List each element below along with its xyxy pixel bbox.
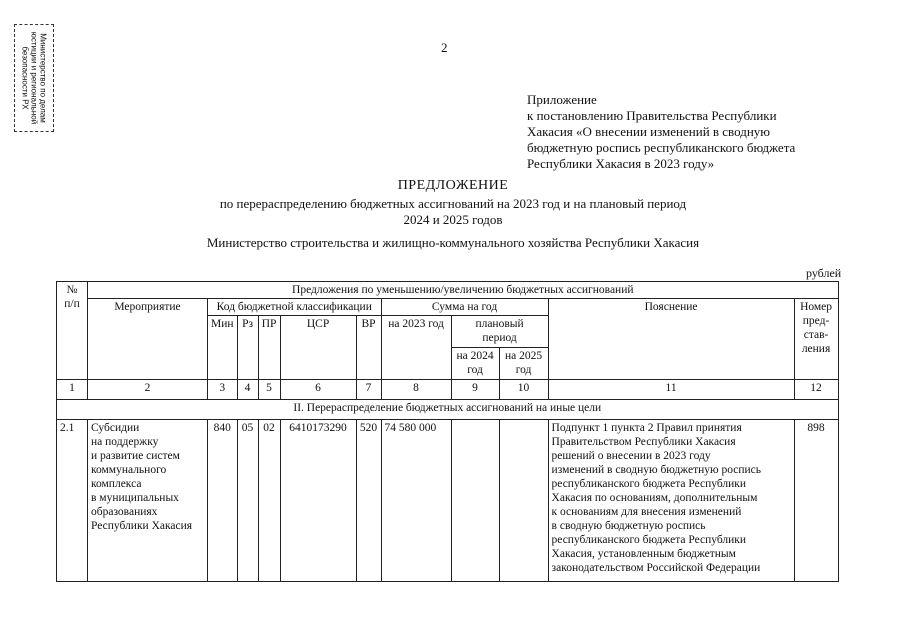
header-planned-line: плановый [475, 318, 524, 330]
appendix-line: Республики Хакасия в 2023 году» [527, 156, 715, 171]
row-explanation-line: законодательством Российской Федерации [551, 562, 761, 574]
column-number: 11 [548, 380, 794, 400]
row-rz: 05 [237, 420, 258, 582]
appendix-line: Приложение [527, 92, 597, 107]
table-row [57, 420, 839, 582]
row-explanation-line: изменений в сводную бюджетную роспись [551, 464, 762, 476]
row-explanation-line: к основаниям для внесения изменений [551, 506, 742, 518]
row-item-line: коммунального [91, 464, 167, 476]
header-min: Мин [208, 316, 238, 380]
column-number: 2 [88, 380, 208, 400]
header-y2024-line: на 2024 [456, 350, 494, 362]
header-csr: ЦСР [280, 316, 356, 380]
header-rep-line: став- [803, 329, 829, 341]
column-number: 7 [356, 380, 381, 400]
column-number: 1 [57, 380, 88, 400]
row-explanation-line: республиканского бюджета Республики [551, 478, 747, 490]
header-y2024-line: год [467, 364, 483, 376]
header-proposals: Предложения по уменьшению/увеличению бюджетных ассигнований [88, 282, 839, 299]
appendix-line: к постановлению Правительства Республики [527, 108, 777, 123]
row-explanation-line: Хакасия, установленным бюджетным [551, 548, 736, 560]
row-rep-no: 898 [794, 420, 838, 582]
row-item-line: Республики Хакасия [91, 520, 193, 532]
column-number: 6 [280, 380, 356, 400]
header-rep-line: ления [801, 343, 831, 355]
header-num [57, 282, 88, 380]
units-label: рублей [806, 266, 842, 280]
column-number: 9 [451, 380, 499, 400]
row-item-line: и развитие систем [91, 450, 180, 462]
document-subtitle: 2024 и 2025 годов [403, 212, 503, 227]
document-subtitle: по перераспределению бюджетных ассигнований на 2023 год и на плановый период [219, 196, 687, 211]
header-rep-line: Номер [800, 301, 833, 313]
header-planned-line: период [482, 332, 517, 344]
header-explanation: Пояснение [548, 299, 794, 380]
document-title: ПРЕДЛОЖЕНИЕ [397, 178, 509, 193]
appendix-block [527, 92, 847, 172]
row-y2023: 74 580 000 [381, 420, 451, 582]
row-min: 840 [208, 420, 238, 582]
stamp-line: безопасности РХ [20, 46, 30, 110]
stamp-line: Министерство по делам [38, 33, 48, 123]
column-number-row [57, 380, 839, 400]
column-number: 8 [381, 380, 451, 400]
column-number: 12 [794, 380, 838, 400]
budget-table [56, 281, 839, 582]
page-number: 2 [441, 40, 448, 55]
appendix-line: бюджетную роспись республиканского бюджета [527, 140, 796, 155]
row-explanation-line: в сводную бюджетную роспись [551, 520, 706, 532]
row-item-line: Субсидии [91, 422, 140, 434]
row-item [88, 420, 208, 582]
header-y2023: на 2023 год [381, 316, 451, 380]
row-csr: 6410173290 [280, 420, 356, 582]
header-num-line: п/п [64, 298, 80, 310]
header-planned [451, 316, 548, 348]
header-row [57, 282, 839, 299]
header-sum-group: Сумма на год [381, 299, 548, 316]
row-explanation [548, 420, 794, 582]
header-vr: ВР [356, 316, 381, 380]
row-y2024 [451, 420, 499, 582]
header-item: Мероприятие [88, 299, 208, 380]
row-vr: 520 [356, 420, 381, 582]
header-num-line: № [66, 284, 78, 296]
row-item-line: в муниципальных [91, 492, 179, 504]
column-number: 3 [208, 380, 238, 400]
column-number: 10 [499, 380, 548, 400]
row-pr: 02 [258, 420, 280, 582]
column-number: 5 [258, 380, 280, 400]
header-y2024 [451, 348, 499, 380]
row-explanation-line: Подпункт 1 пункта 2 Правил принятия [551, 422, 742, 434]
header-row [57, 299, 839, 316]
header-rep-line: пред- [802, 315, 830, 327]
registration-stamp [14, 24, 54, 132]
row-item-line: образованиях [91, 506, 158, 518]
row-explanation-line: республиканского бюджета Республики [551, 534, 747, 546]
row-y2025 [499, 420, 548, 582]
row-num: 2.1 [57, 420, 88, 582]
row-explanation-line: Хакасия по основаниям, дополнительным [551, 492, 758, 504]
header-y2025-line: на 2025 [504, 350, 543, 362]
row-item-line: на поддержку [91, 436, 159, 448]
section-row [57, 400, 839, 420]
stamp-text [21, 32, 48, 124]
row-item-line: комплекса [91, 478, 142, 490]
section-title: II. Перераспределение бюджетных ассигнований на иные цели [57, 400, 839, 420]
header-rz: Рз [237, 316, 258, 380]
header-code-group: Код бюджетной классификации [208, 299, 382, 316]
stamp-line: юстиции и региональной [29, 31, 39, 125]
header-y2025 [499, 348, 548, 380]
header-y2025-line: год [515, 364, 532, 376]
column-number: 4 [237, 380, 258, 400]
header-rep-no [794, 299, 838, 380]
header-pr: ПР [258, 316, 280, 380]
appendix-line: Хакасия «О внесении изменений в сводную [527, 124, 771, 139]
row-explanation-line: решений о внесении в 2023 году [551, 450, 711, 462]
ministry-name: Министерство строительства и жилищно-коммунального хозяйства Республики Хакасия [206, 235, 700, 250]
row-explanation-line: Правительством Республики Хакасия [551, 436, 736, 448]
